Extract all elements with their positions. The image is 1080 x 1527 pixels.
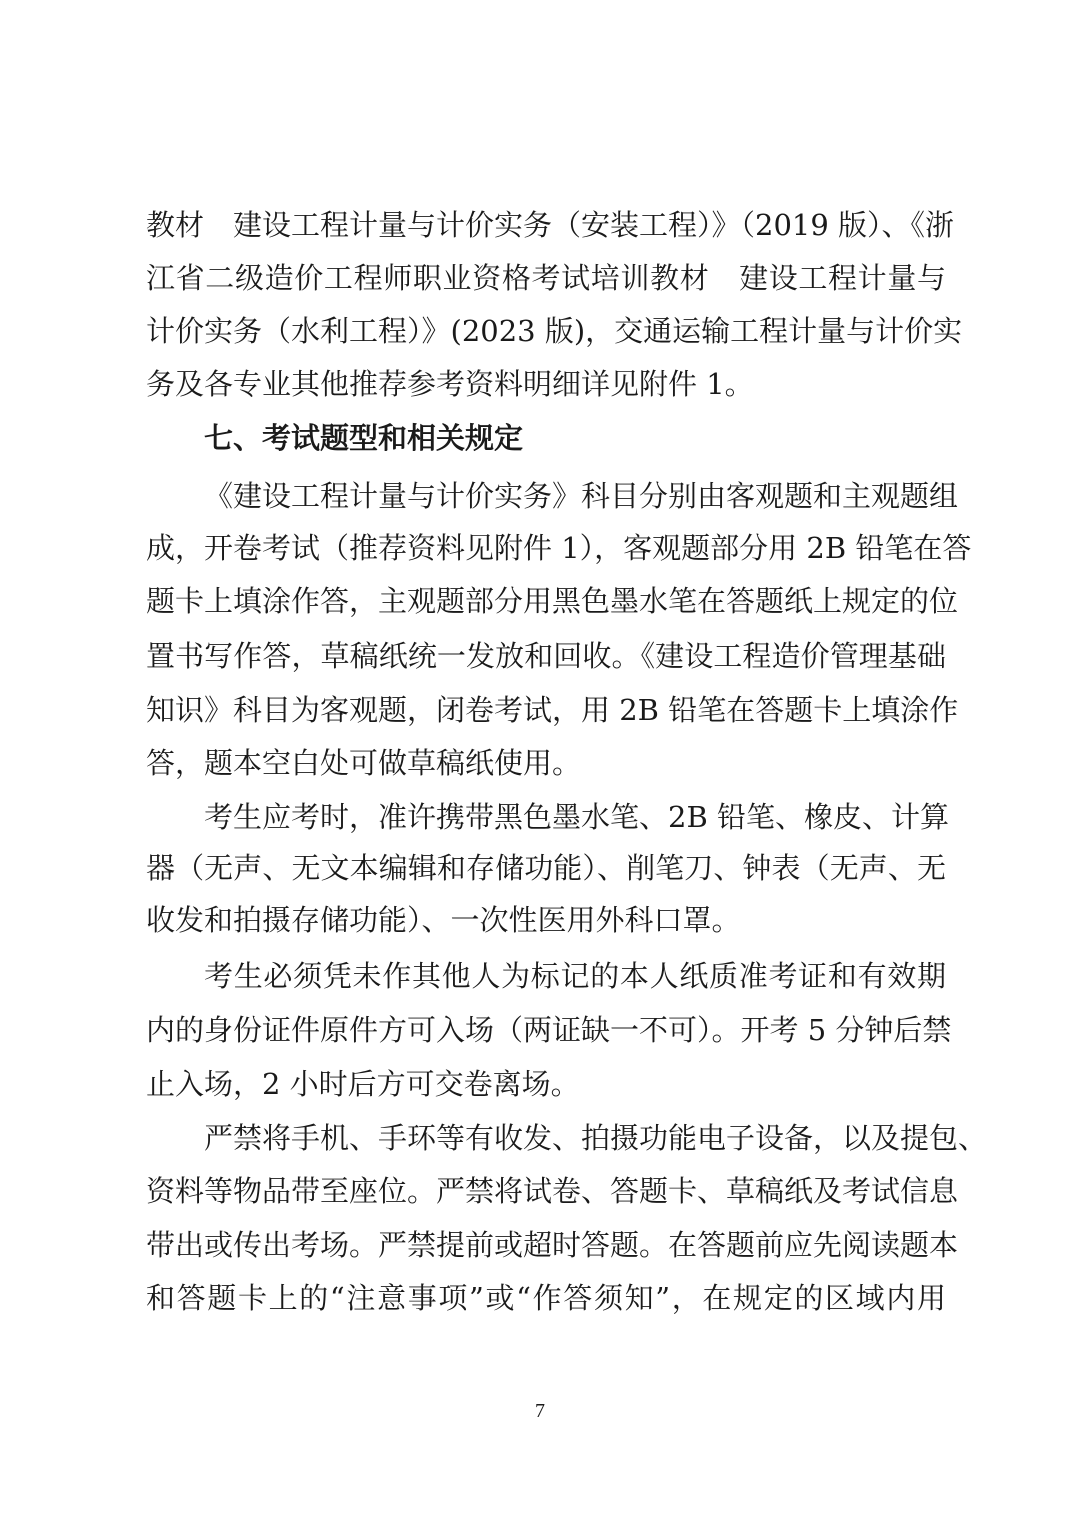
text-line: 资料等物品带至座位。严禁将试卷、答题卡、草稿纸及考试信息 xyxy=(146,1174,959,1208)
text-line: 《建设工程计量与计价实务》科目分别由客观题和主观题组 xyxy=(204,479,959,513)
text-line: 止入场，2 小时后方可交卷离场。 xyxy=(146,1067,580,1101)
text-line: 成，开卷考试（推荐资料见附件 1），客观题部分用 2B 铅笔在答 xyxy=(146,531,972,565)
text-line: 带出或传出考场。严禁提前或超时答题。在答题前应先阅读题本 xyxy=(146,1228,959,1262)
page-number: 7 xyxy=(535,1400,545,1422)
text-line: 答，题本空白处可做草稿纸使用。 xyxy=(146,746,582,780)
text-line: 严禁将手机、手环等有收发、拍摄功能电子设备，以及提包、 xyxy=(204,1121,988,1155)
text-line: 考生必须凭未作其他人为标记的本人纸质准考证和有效期 xyxy=(204,959,946,993)
text-line: 江省二级造价工程师职业资格考试培训教材 建设工程计量与 xyxy=(146,261,946,295)
text-line: 务及各专业其他推荐参考资料明细详见附件 1。 xyxy=(146,367,754,401)
text-line: 置书写作答，草稿纸统一发放和回收。《建设工程造价管理基础 xyxy=(146,639,946,673)
section-heading: 七、考试题型和相关规定 xyxy=(204,421,524,455)
text-line: 计价实务（水利工程）》(2023 版)，交通运输工程计量与计价实 xyxy=(146,314,963,348)
text-line: 器（无声、无文本编辑和存储功能）、削笔刀、钟表（无声、无 xyxy=(146,851,946,885)
text-line: 和答题卡上的“注意事项”或“作答须知”，在规定的区域内用 xyxy=(146,1281,946,1315)
text-line: 收发和拍摄存储功能）、一次性医用外科口罩。 xyxy=(146,903,741,937)
text-line: 内的身份证件原件方可入场（两证缺一不可）。开考 5 分钟后禁 xyxy=(146,1013,952,1047)
text-line: 考生应考时，准许携带黑色墨水笔、2B 铅笔、橡皮、计算 xyxy=(204,800,949,834)
text-line: 题卡上填涂作答，主观题部分用黑色墨水笔在答题纸上规定的位 xyxy=(146,584,959,618)
text-line: 教材 建设工程计量与计价实务（安装工程）》（2019 版）、《浙 xyxy=(146,208,955,242)
text-line: 知识》科目为客观题，闭卷考试，用 2B 铅笔在答题卡上填涂作 xyxy=(146,693,959,727)
